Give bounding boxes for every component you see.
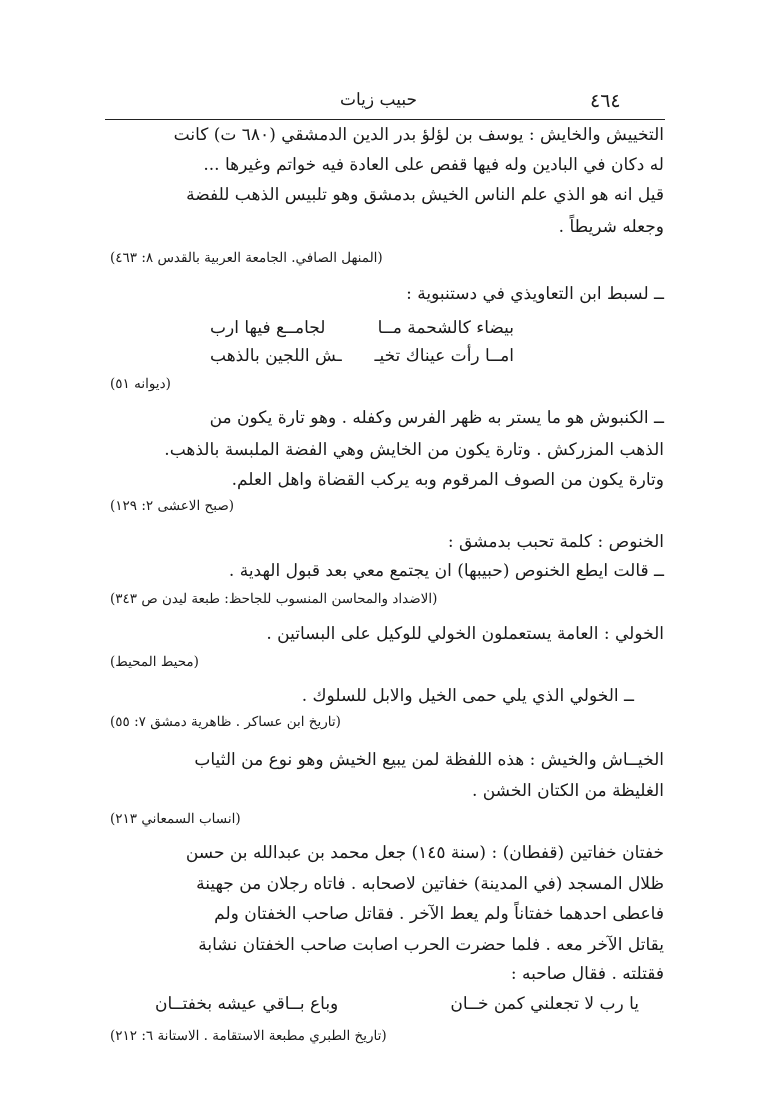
body-line: الغليظة من الكتان الخشن . bbox=[471, 781, 664, 801]
verse-hemistich: يا رب لا تجعلني كمن خــان bbox=[450, 994, 639, 1014]
body-line: ظلال المسجد (في المدينة) خفاتين لاصحابه . فاتاه رجلان من جهينة bbox=[196, 874, 664, 894]
body-line: الذهب المزركش . وتارة يكون من الخايش وهي الفضة الملبسة بالذهب. bbox=[164, 440, 664, 460]
source-citation: (ديوانه ٥١) bbox=[110, 376, 171, 392]
source-citation: (الاضداد والمحاسن المنسوب للجاحظ: طبعة ليدن ص ٣٤٣) bbox=[110, 591, 438, 607]
verse-hemistich: بيضاء كالشحمة مــا bbox=[377, 318, 514, 338]
source-citation: (محيط المحيط) bbox=[110, 654, 199, 670]
verse-hemistich: امــا رأت عيناك تخيـ bbox=[374, 346, 514, 366]
verse-hemistich: لجامــع فيها ارب bbox=[210, 318, 326, 338]
source-citation: (صبح الاعشى ٢: ١٢٩) bbox=[110, 498, 235, 514]
body-line: الخيــاش والخيش : هذه اللفظة لمن يبيع الخيش وهو نوع من الثياب bbox=[194, 750, 664, 770]
body-line: خفتان خفاتين (قفطان) : (سنة ١٤٥) جعل محمد بن عبدالله بن حسن bbox=[185, 843, 664, 863]
body-line: وتارة يكون من الصوف المرقوم وبه يركب القضاة واهل العلم. bbox=[231, 470, 664, 490]
body-line: التخييش والخايش : يوسف بن لؤلؤ بدر الدين الدمشقي (٦٨٠ ت) كانت bbox=[173, 125, 664, 145]
body-line: ــ قالت ايطع الخنوص (حبيبها) ان يجتمع معي بعد قبول الهدية . bbox=[228, 561, 664, 581]
header-rule bbox=[105, 119, 665, 120]
source-citation: (انساب السمعاني ٢١٣) bbox=[110, 811, 241, 827]
body-line: وجعله شريطاً . bbox=[558, 217, 664, 237]
body-line: فاعطى احدهما خفتاناً ولم يعط الآخر . فقاتل صاحب الخفتان ولم bbox=[214, 904, 664, 924]
body-line: ــ لسبط ابن التعاويذي في دستنبوية : bbox=[406, 284, 664, 304]
body-line: له دكان في البادين وله فيها قفص على العادة فيه خواتم وغيرها ... bbox=[203, 155, 664, 175]
body-line: فقتلته . فقال صاحبه : bbox=[510, 964, 664, 984]
body-line: ــ الكنبوش هو ما يستر به ظهر الفرس وكفله . وهو تارة يكون من bbox=[209, 408, 664, 428]
body-line: قيل انه هو الذي علم الناس الخيش بدمشق وهو تلبيس الذهب للفضة bbox=[186, 185, 664, 205]
entry-heading: الخنوص : كلمة تحبب بدمشق : bbox=[447, 532, 664, 552]
page-number: ٤٦٤ bbox=[590, 90, 621, 112]
verse-hemistich: وباع بــاقي عيشه بخفتــان bbox=[155, 994, 339, 1014]
verse-hemistich: ـش اللجين بالذهب bbox=[210, 346, 342, 366]
body-line: الخولي : العامة يستعملون الخولي للوكيل على البساتين . bbox=[266, 624, 664, 644]
body-line: يقاتل الآخر معه . فلما حضرت الحرب اصابت صاحب الخفتان نشابة bbox=[198, 935, 664, 955]
source-citation: (تاريخ الطبري مطبعة الاستقامة . الاستانة ٦: ٢١٢) bbox=[110, 1028, 387, 1044]
source-citation: (تاريخ ابن عساكر . ظاهرية دمشق ٧: ٥٥) bbox=[110, 714, 341, 730]
verse-line: ــ الخولي الذي يلي حمى الخيل والابل للسلوك . bbox=[301, 686, 634, 706]
running-title: حبيب زيات bbox=[340, 90, 417, 110]
source-citation: (المنهل الصافي. الجامعة العربية بالقدس ٨: ٤٦٣) bbox=[110, 250, 383, 266]
